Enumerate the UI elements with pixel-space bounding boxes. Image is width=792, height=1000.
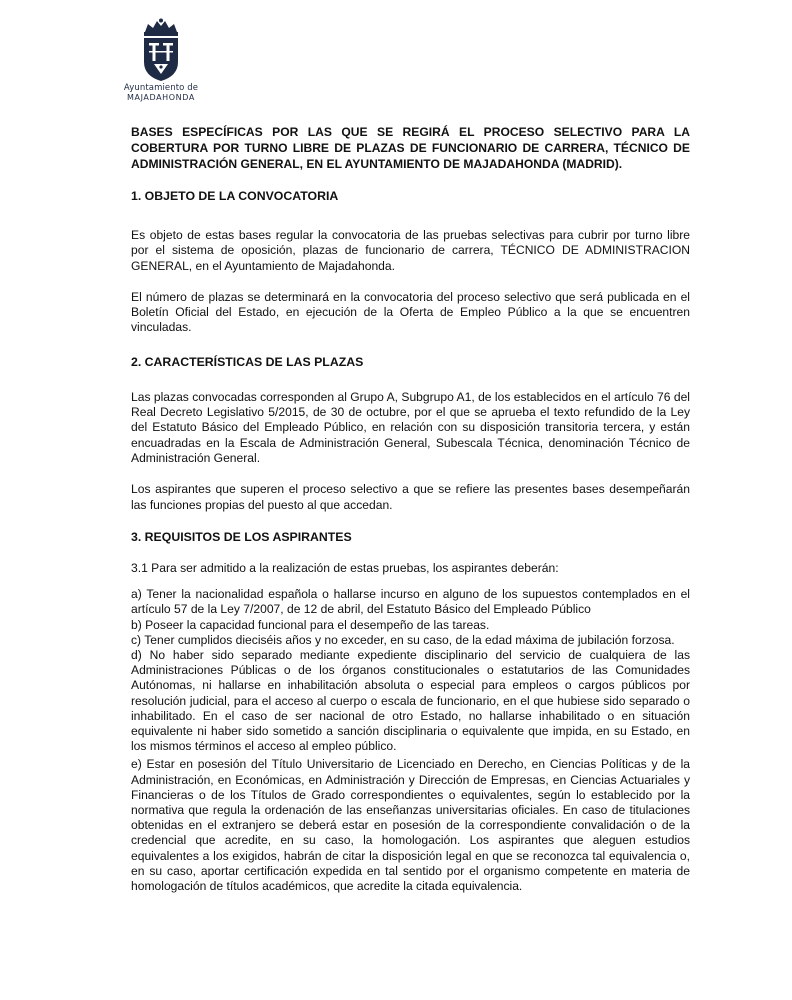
logo-text-line2: MAJADAHONDA xyxy=(127,93,195,102)
coat-of-arms-icon xyxy=(139,18,183,82)
requirement-item-c: c) Tener cumplidos dieciséis años y no exceder, en su caso, de la edad máxima de jubilación forzosa. xyxy=(131,632,675,647)
document-title: BASES ESPECÍFICAS POR LAS QUE SE REGIRÁ EL PROCESO SELECTIVO PARA LA COBERTURA POR TURNO LIBRE DE PLAZAS DE FUNCIONARIO DE CARRERA, TÉCNICO DE ADMINISTRACIÓN GENERAL, EN EL AYUNTAMIENTO DE MAJADAHONDA (MADRID). xyxy=(131,125,690,171)
requirement-item-b: b) Poseer la capacidad funcional para el desempeño de las tareas. xyxy=(131,617,490,632)
paragraph-caracteristicas-2: Los aspirantes que superen el proceso selectivo a que se refiere las presentes bases desempeñarán las funciones propias del puesto al que accedan. xyxy=(131,482,690,512)
section-heading-objeto: 1. OBJETO DE LA CONVOCATORIA xyxy=(131,189,339,203)
paragraph-requisitos-intro: 3.1 Para ser admitido a la realización de estas pruebas, los aspirantes deberán: xyxy=(131,560,559,575)
paragraph-caracteristicas-1: Las plazas convocadas corresponden al Grupo A, Subgrupo A1, de los establecidos en el artículo 76 del Real Decreto Legislativo 5/2015, de 30 de octubre, por el que se aprueba el texto refundido de la Ley del Estatuto Básico del Empleado Público, en relación con su disposición transitoria tercera, y están encuadradas en la Escala de Administración General, Subescala Técnica, denominación Técnico de Administración General. xyxy=(131,389,690,465)
logo-text-line1: Ayuntamiento de xyxy=(123,83,199,93)
paragraph-objeto-1: Es objeto de estas bases regular la convocatoria de las pruebas selectivas para cubrir por turno libre por el sistema de oposición, plazas de funcionario de carrera, TÉCNICO DE ADMINISTRACION GENERAL, en el Ayuntamiento de Majadahonda. xyxy=(131,228,690,273)
municipal-logo xyxy=(121,18,201,104)
section-heading-caracteristicas: 2. CARACTERÍSTICAS DE LAS PLAZAS xyxy=(131,354,364,369)
requirement-item-a: a) Tener la nacionalidad española o hallarse incurso en alguno de los supuestos contemplados en el artículo 57 de la Ley 7/2007, de 12 de abril, del Estatuto Básico del Empleado Público xyxy=(131,587,690,617)
section-heading-requisitos: 3. REQUISITOS DE LOS ASPIRANTES xyxy=(131,529,352,544)
requirement-item-e: e) Estar en posesión del Título Universitario de Licenciado en Derecho, en Ciencias Políticas y de la Administración, en Económicas, en Administración y Dirección de Empresas, en Ciencias Actuariales y Financieras o de los Títulos de Grado correspondientes o equivalentes, según lo establecido por la normativa que regula la ordenación de las enseñanzas universitarias oficiales. En caso de titulaciones obtenidas en el extranjero se deberá estar en posesión de la correspondiente convalidación o de la credencial que acredite, en su caso, la homologación. Los aspirantes que aleguen estudios equivalentes a los exigidos, habrán de citar la disposición legal en que se reconozca tal equivalencia o, en su caso, aportar certificación expedida en tal sentido por el organismo competente en materia de homologación de títulos académicos, que acredite la citada equivalencia. xyxy=(131,757,690,894)
document-body xyxy=(131,124,690,894)
paragraph-objeto-2: El número de plazas se determinará en la convocatoria del proceso selectivo que será publicada en el Boletín Oficial del Estado, en ejecución de la Oferta de Empleo Público a la que se encuentren vinculadas. xyxy=(131,289,690,335)
requirement-item-d: d) No haber sido separado mediante expediente disciplinario del servicio de cualquiera de las Administraciones Públicas o de los órganos constitucionales o estatutarios de las Comunidades Autónomas, ni hallarse en inhabilitación absoluta o especial para empleos o cargos públicos por resolución judicial, para el acceso al cuerpo o escala de funcionario, en el que hubiese sido separado o inhabilitado. En el caso de ser nacional de otro Estado, no hallarse inhabilitado o en situación equivalente ni haber sido sometido a sanción disciplinaria o equivalente que impida, en su Estado, en los mismos términos el acceso al empleo público. xyxy=(131,647,690,754)
